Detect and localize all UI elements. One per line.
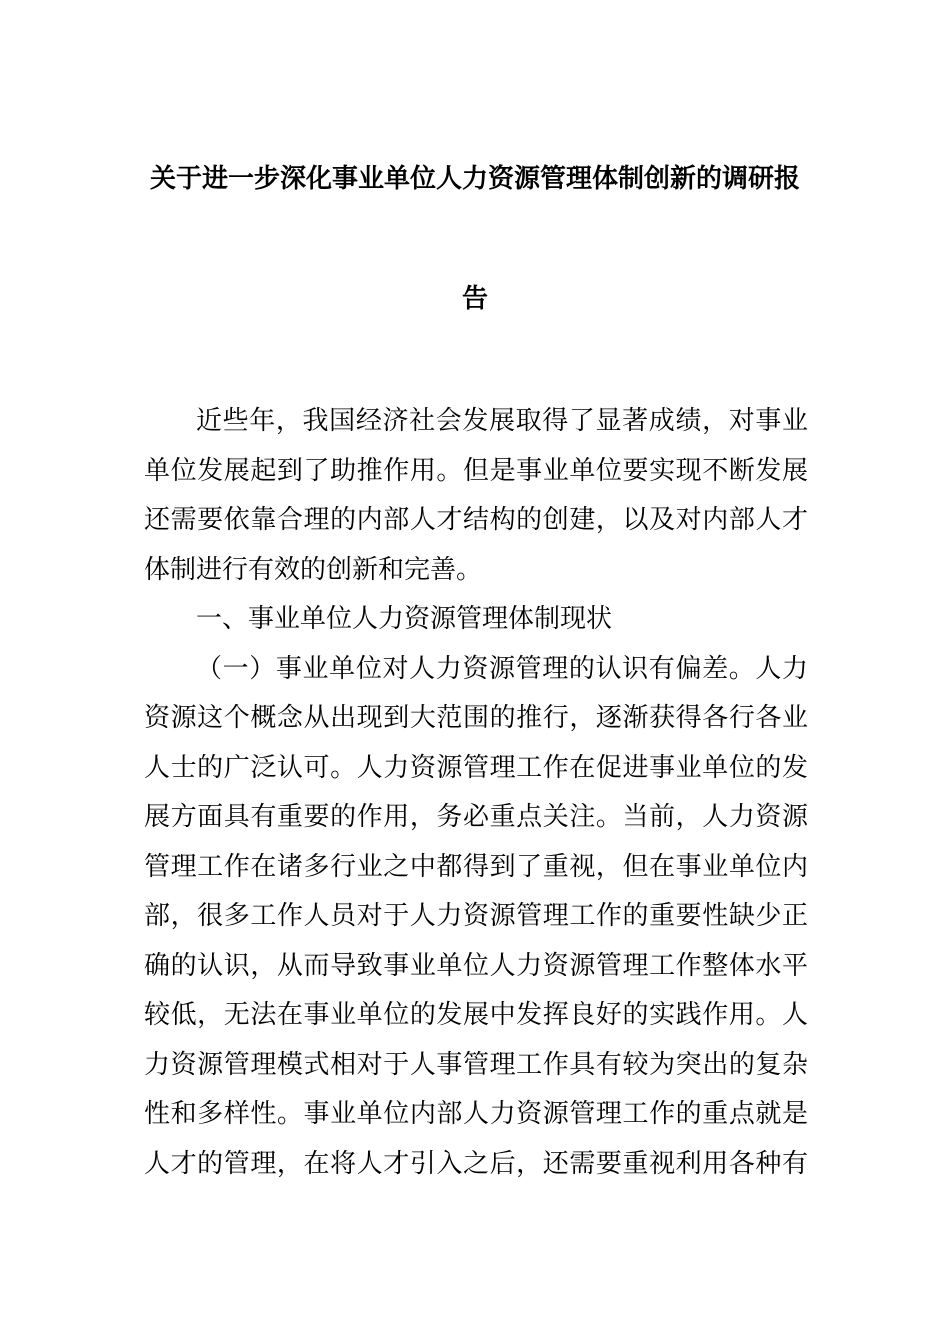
paragraph-line: 一、事业单位人力资源管理体制现状: [196, 604, 613, 634]
document-title-line-1: 关于进一步深化事业单位人力资源管理体制创新的调研报: [149, 164, 800, 194]
paragraph-line: 性和多样性。事业单位内部人力资源管理工作的重点就是: [144, 1099, 808, 1129]
paragraph-line: 资源这个概念从出现到大范围的推行，逐渐获得各行各业: [144, 703, 808, 733]
paragraph-line: 较低，无法在事业单位的发展中发挥良好的实践作用。人: [144, 1000, 808, 1030]
paragraph-line: 单位发展起到了助推作用。但是事业单位要实现不断发展: [144, 455, 808, 486]
paragraph-line: 确的认识，从而导致事业单位人力资源管理工作整体水平: [144, 950, 808, 981]
paragraph-line: 管理工作在诸多行业之中都得到了重视，但在事业单位内: [144, 851, 808, 882]
paragraph-line: 部，很多工作人员对于人力资源管理工作的重要性缺少正: [144, 901, 808, 931]
paragraph-line: （一）事业单位对人力资源管理的认识有偏差。人力: [196, 653, 808, 684]
paragraph-line: 体制进行有效的创新和完善。: [144, 554, 483, 585]
paragraph-line: 还需要依靠合理的内部人才结构的创建，以及对内部人才: [144, 505, 808, 535]
paragraph-line: 人才的管理，在将人才引入之后，还需要重视利用各种有: [144, 1148, 808, 1179]
paragraph-line: 人士的广泛认可。人力资源管理工作在促进事业单位的发: [144, 752, 808, 783]
document-body: [144, 397, 808, 1189]
document-title-line-2: 告: [461, 284, 488, 314]
paragraph-line: 力资源管理模式相对于人事管理工作具有较为突出的复杂: [144, 1049, 808, 1080]
paragraph-line: 展方面具有重要的作用，务必重点关注。当前，人力资源: [144, 802, 808, 832]
paragraph-line: 近些年，我国经济社会发展取得了显著成绩，对事业: [196, 406, 808, 436]
